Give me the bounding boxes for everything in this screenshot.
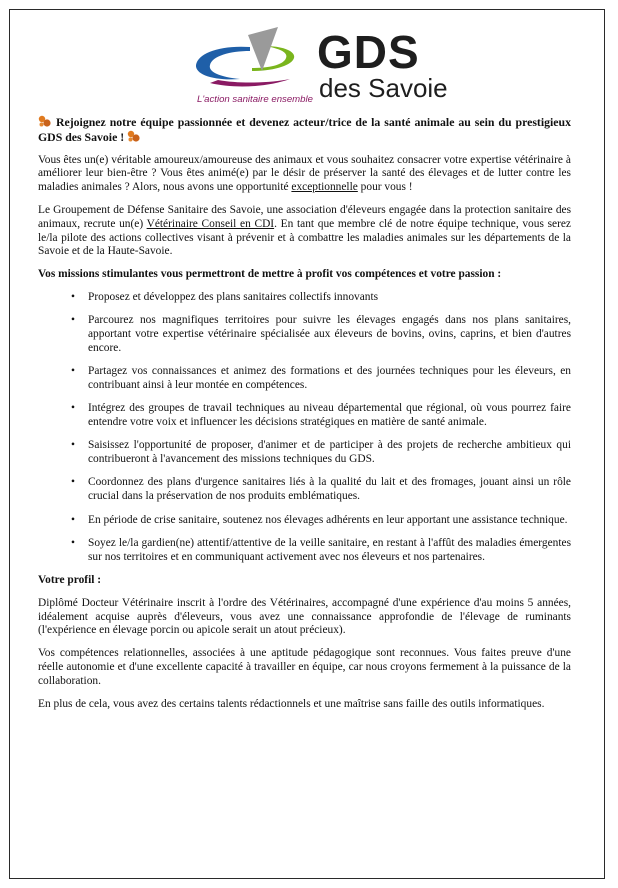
headline: [38, 115, 571, 145]
mission-text: Partagez vos connaissances et animez des formations et des journées techniques pour les éleveurs, en contribuant ainsi à leur montée en compétences.: [88, 365, 571, 391]
organization-end: . En tant que membre clé de notre équipe technique, vous serez le/la pilote des actions collectives visant à prévenir et à combattre les maladies animales sur les départements de la Savoie et de la Haute-Savoie.: [38, 217, 571, 258]
mission-text: Proposez et développez des plans sanitaires collectifs innovants: [88, 290, 379, 303]
document-page: [9, 9, 605, 879]
bullet: •: [71, 476, 75, 489]
list-item: [38, 402, 571, 430]
list-item: [38, 314, 571, 355]
bullet: •: [71, 513, 75, 526]
list-item: [38, 365, 571, 393]
mission-text: Intégrez des groupes de travail techniques au niveau départemental que régional, où vous pourrez faire entendre votre voix et influencer les décisions stratégiques en matière de santé animale.: [88, 402, 571, 429]
headline-text: Rejoignez notre équipe passionnée et devenez acteur/trice de la santé animale au sein du prestigieux GDS des Savoie !: [38, 115, 571, 144]
intro-end: pour vous !: [357, 181, 413, 194]
organization-paragraph: [38, 204, 571, 259]
bullet: •: [71, 290, 75, 303]
job-title: Vétérinaire Conseil en CDI: [146, 217, 275, 230]
list-item: [38, 291, 571, 305]
list-item: [38, 476, 571, 504]
bullet: •: [71, 536, 75, 549]
profile-paragraph: Vos compétences relationnelles, associées à une aptitude pédagogique sont reconnues. Vous faites preuve d'une réelle autonomie et d'une excellente capacité à travailler en équipe, car nous croyons fermement à la puissance de la collaboration.: [38, 647, 571, 687]
intro-paragraph: [38, 154, 571, 195]
intro-emphasis: exceptionnelle: [291, 181, 358, 194]
profile-heading: Votre profil :: [38, 573, 102, 586]
list-item: [38, 514, 571, 528]
missions-list: [38, 291, 571, 564]
document-body: [38, 115, 571, 720]
bullet: •: [71, 402, 75, 415]
missions-heading: Vos missions stimulantes vous permettront de mettre à profit vos compétences et votre passion :: [38, 268, 502, 281]
logo-subtitle: des Savoie: [319, 73, 448, 103]
mission-text: Saisissez l'opportunité de proposer, d'animer et de participer à des projets de recherche ambitieux qui contribueront à l'avancement des missions techniques du GDS.: [88, 439, 571, 466]
profile-paragraph: En plus de cela, vous avez des certains talents rédactionnels et une maîtrise sans faille des outils informatiques.: [38, 697, 545, 710]
gds-logo: [190, 25, 450, 117]
bullet: •: [71, 365, 75, 378]
list-item: [38, 537, 571, 565]
mission-text: Parcourez nos magnifiques territoires pour suivre les élevages engagés dans nos plans sanitaires, apportant votre expertise vétérinaire spécialisée aux éleveurs de bovins, ovins, caprins, et bien d'autres encore.: [88, 314, 571, 354]
gds-logo-mark-icon: [190, 25, 315, 95]
profile-paragraph: Diplômé Docteur Vétérinaire inscrit à l'ordre des Vétérinaires, accompagné d'une expérience d'au moins 5 années, idéalement acquise auprès d'éleveurs, vous avez une connaissance approfondie de l'élevage de ruminants (l'expérience en élevage porcin ou apicole serait un atout précieux).: [38, 596, 571, 637]
mission-text: En période de crise sanitaire, soutenez nos élevages adhérents en leur apportant une assistance technique.: [88, 513, 568, 526]
mission-text: Soyez le/la gardien(ne) attentif/attentive de la veille sanitaire, en restant à l'affût des maladies émergentes sur nos territoires et en communiquant activement avec nos éleveurs et nos partenaires.: [88, 536, 571, 563]
logo-title: GDS: [317, 26, 420, 78]
paw-icon: [38, 115, 52, 128]
logo-tagline: L'action sanitaire ensemble: [197, 94, 313, 105]
organization-text: Le Groupement de Défense Sanitaire des Savoie, une association d'éleveurs engagée dans la protection sanitaire des animaux, recrute un(e): [38, 203, 571, 230]
paw-icon: [127, 130, 141, 143]
intro-text: Vous êtes un(e) véritable amoureux/amoureuse des animaux et vous souhaitez consacrer votre expertise vétérinaire à améliorer leur bien-être ? Vous êtes animé(e) par le désir de préserver la santé des élevages et de lutter contre les maladies animales ? Alors, nous avons une opportunité: [38, 153, 571, 194]
list-item: [38, 439, 571, 467]
bullet: •: [71, 314, 75, 327]
bullet: •: [71, 439, 75, 452]
mission-text: Coordonnez des plans d'urgence sanitaires liés à la qualité du lait et des fromages, jouant ainsi un rôle crucial dans la préservation de nos produits emblématiques.: [88, 476, 571, 503]
